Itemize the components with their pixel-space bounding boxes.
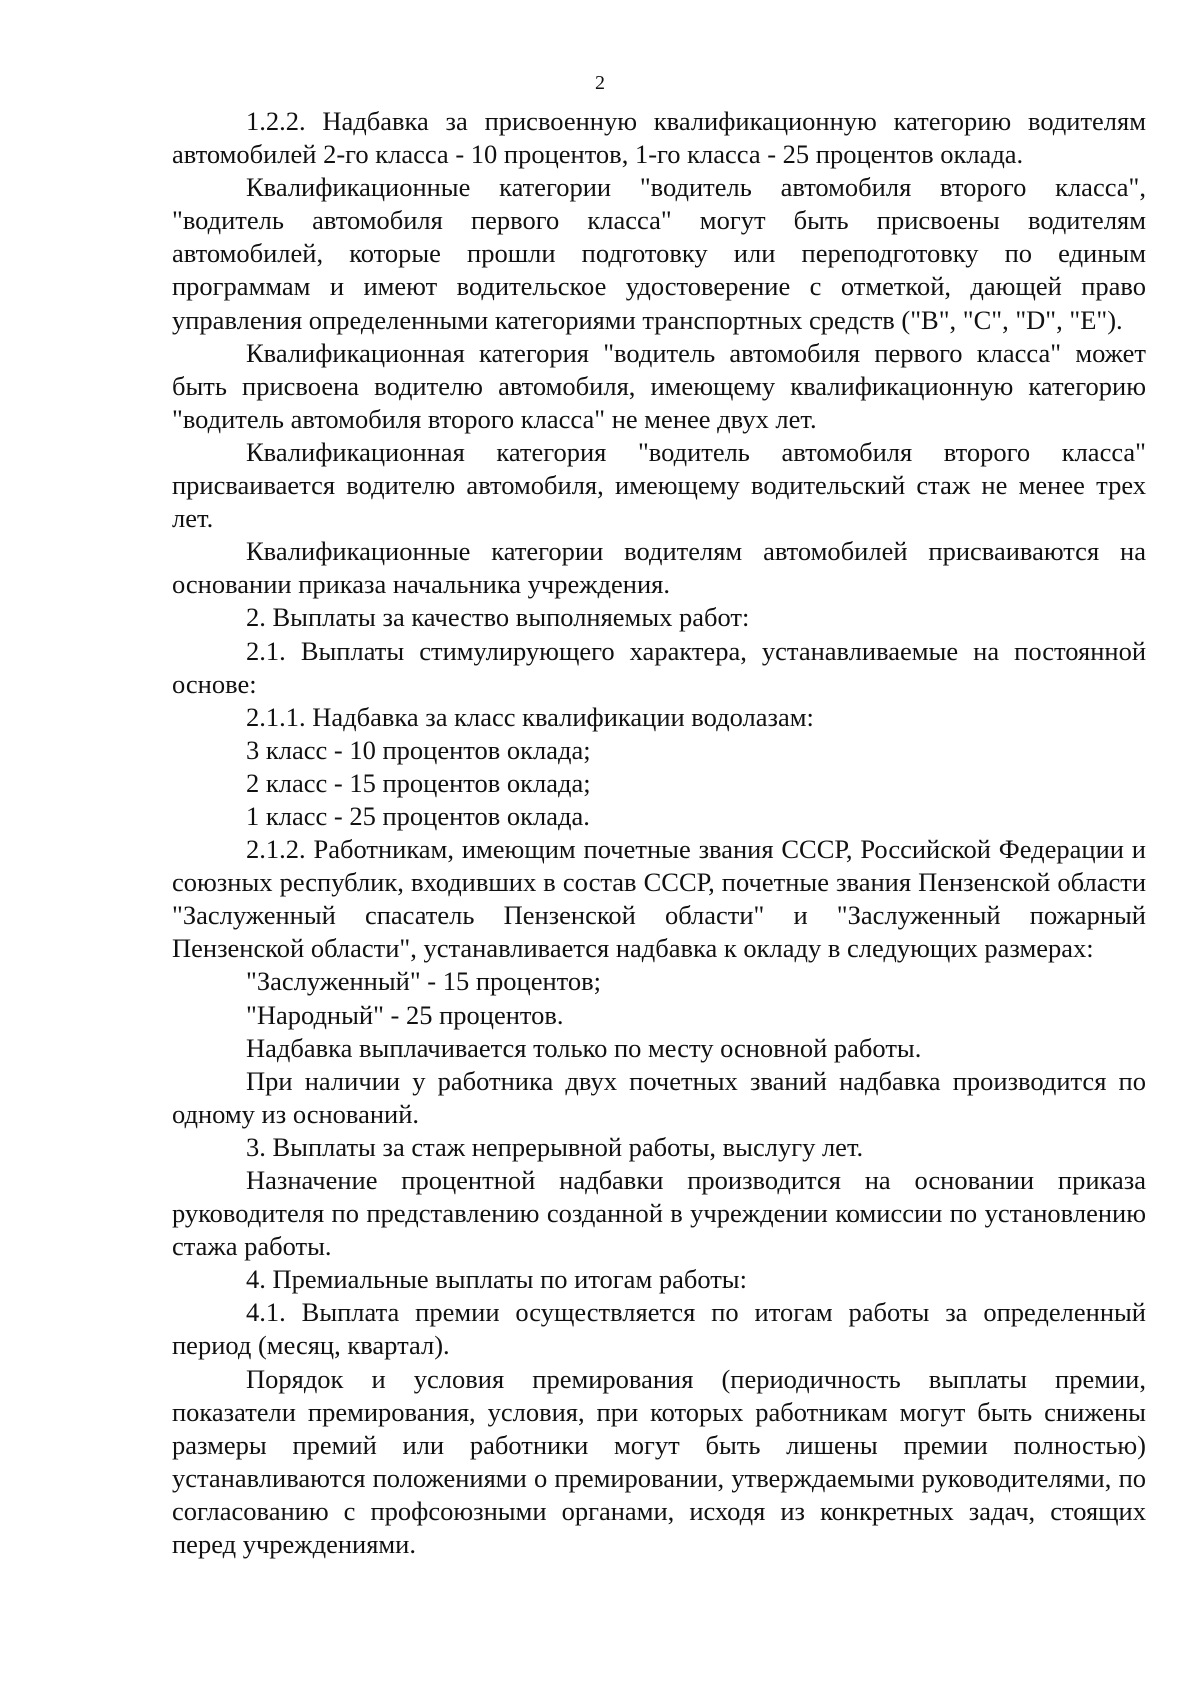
paragraph-percentage-allowance: Назначение процентной надбавки производится на основании приказа руководителя по представлению созданной в учреждении комиссии по установлению стажа работы.	[172, 1165, 1146, 1262]
paragraph-4-1: 4.1. Выплата премии осуществляется по итогам работы за определенный период (месяц, квартал).	[172, 1297, 1146, 1361]
paragraph-bonus-procedure: Порядок и условия премирования (периодичность выплаты премии, показатели премирования, условия, при которых работникам могут быть снижены размеры премий или работники могут быть лишены премии полностью) устанавливаются положениями о премировании, утверждаемыми руководителями, по согласованию с профсоюзными органами, исходя из конкретных задач, стоящих перед учреждениями.	[172, 1363, 1146, 1560]
paragraph-2-1-2: 2.1.2. Работникам, имеющим почетные звания СССР, Российской Федерации и союзных республик, входивших в состав СССР, почетные звания Пензенской области "Заслуженный спасатель Пензенской области" и "Заслуженный пожарный Пензенской области", устанавливается надбавка к окладу в следующих размерах:	[172, 834, 1146, 964]
list-item-class-1: 1 класс - 25 процентов оклада.	[246, 800, 590, 831]
paragraph-assignment-order: Квалификационные категории водителям автомобилей присваиваются на основании приказа начальника учреждения.	[172, 536, 1146, 600]
paragraph-two-titles: При наличии у работника двух почетных званий надбавка производится по одному из оснований.	[172, 1065, 1146, 1129]
paragraph-section-4: 4. Премиальные выплаты по итогам работы:	[246, 1264, 747, 1295]
page-number: 2	[595, 72, 605, 94]
paragraph-first-class: Квалификационная категория "водитель автомобиля первого класса" может быть присвоена водителю автомобиля, имеющему квалификационную категорию "водитель автомобиля второго класса" не менее двух лет.	[172, 337, 1146, 434]
paragraph-section-3: 3. Выплаты за стаж непрерывной работы, выслугу лет.	[246, 1131, 864, 1162]
list-item-class-2: 2 класс - 15 процентов оклада;	[246, 767, 591, 798]
paragraph-main-work: Надбавка выплачивается только по месту основной работы.	[246, 1032, 922, 1063]
document-body	[172, 105, 1146, 1561]
paragraph-1-2-2: 1.2.2. Надбавка за присвоенную квалификационную категорию водителям автомобилей 2-го класса - 10 процентов, 1-го класса - 25 процентов оклада.	[172, 106, 1146, 170]
paragraph-2-1: 2.1. Выплаты стимулирующего характера, устанавливаемые на постоянной основе:	[172, 635, 1146, 699]
list-item-class-3: 3 класс - 10 процентов оклада;	[246, 734, 591, 765]
list-item-peoples: "Народный" - 25 процентов.	[246, 999, 564, 1030]
paragraph-section-2: 2. Выплаты за качество выполняемых работ:	[246, 602, 750, 633]
paragraph-2-1-1: 2.1.1. Надбавка за класс квалификации водолазам:	[246, 701, 814, 732]
paragraph-driver-categories: Квалификационные категории "водитель автомобиля второго класса", "водитель автомобиля первого класса" могут быть присвоены водителям автомобилей, которые прошли подготовку или переподготовку по единым программам и имеют водительское удостоверение с отметкой, дающей право управления определенными категориями транспортных средств ("B", "C", "D", "E").	[172, 172, 1146, 335]
list-item-honored: "Заслуженный" - 15 процентов;	[246, 966, 601, 997]
paragraph-second-class: Квалификационная категория "водитель автомобиля второго класса" присваивается водителю автомобиля, имеющему водительский стаж не менее трех лет.	[172, 436, 1146, 534]
